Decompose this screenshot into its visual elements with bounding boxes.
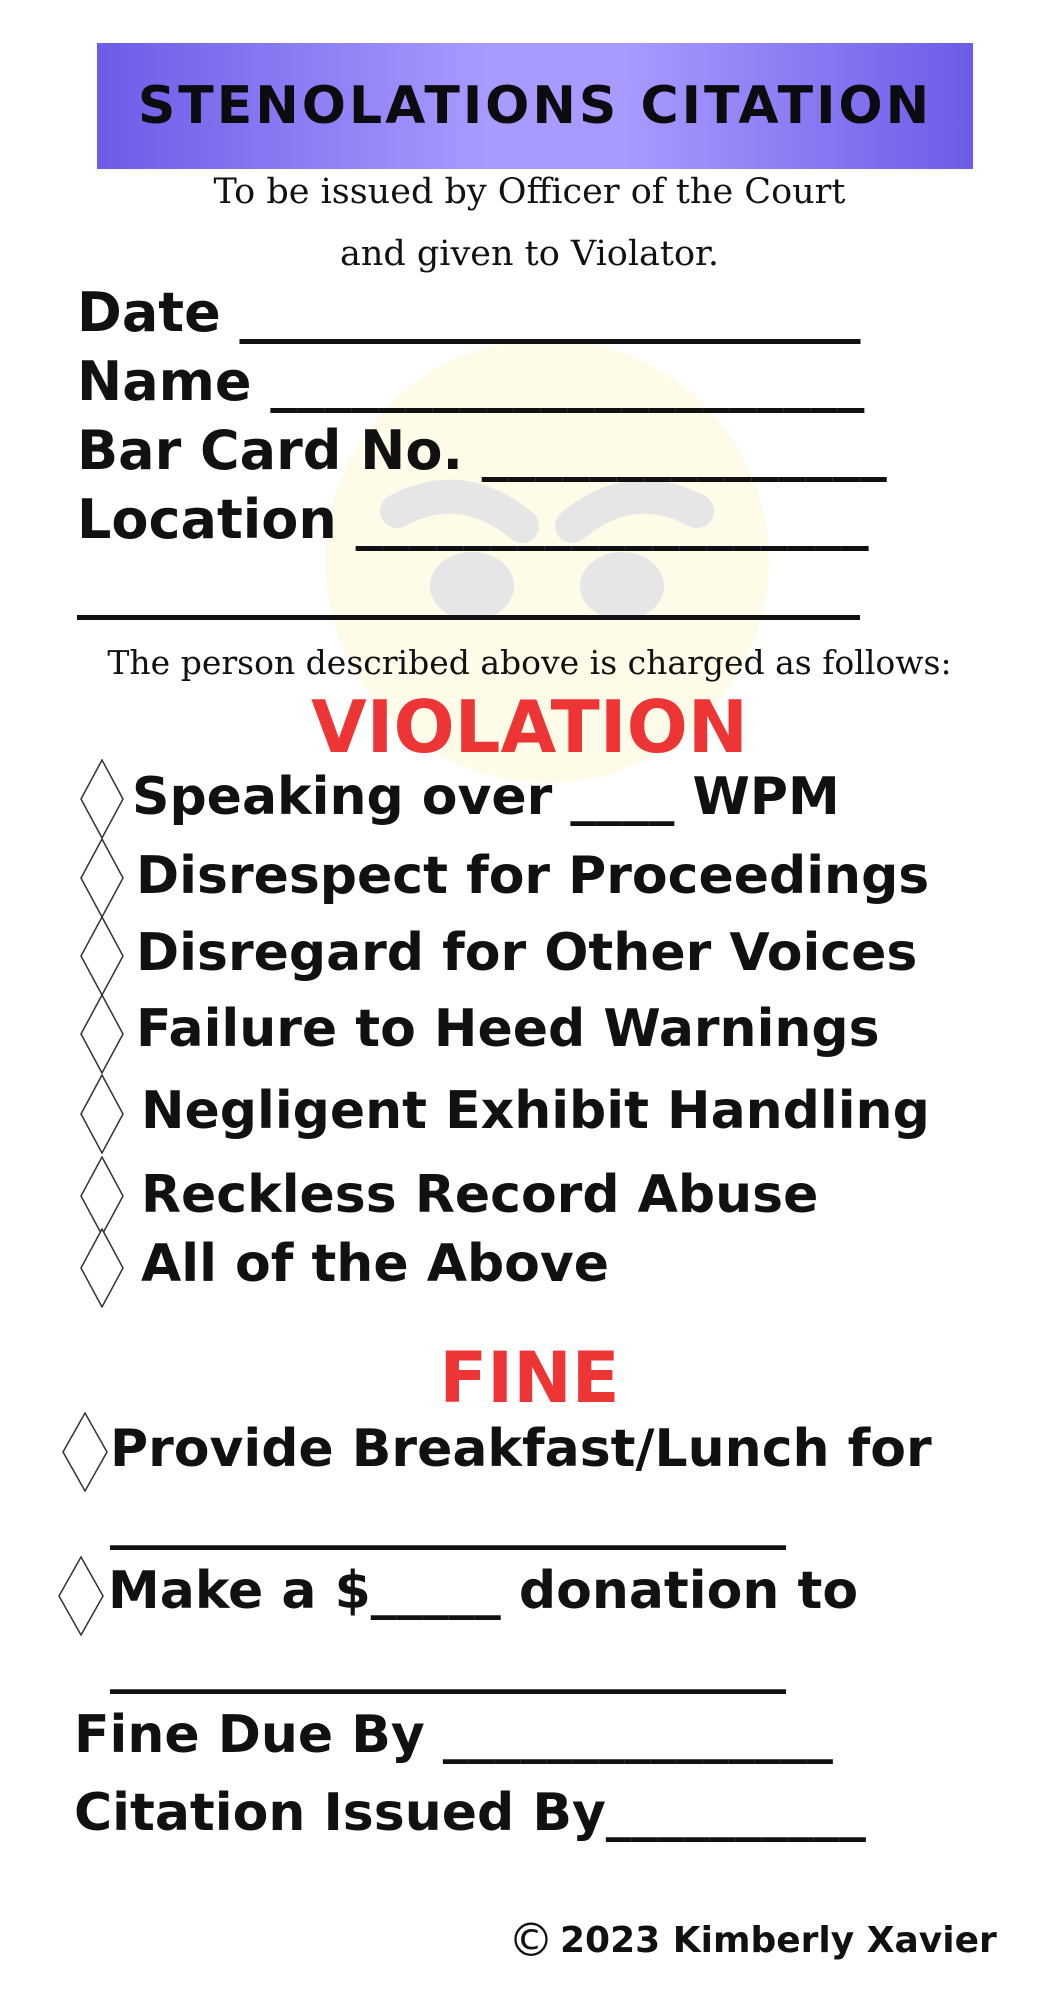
fine-checkbox-2[interactable] xyxy=(58,1556,104,1636)
violation-heading: VIOLATION xyxy=(310,685,749,769)
name-field[interactable]: Name ______________________ xyxy=(77,350,865,413)
extra-blank-line[interactable]: _____________________________ xyxy=(77,557,860,620)
copyright-text: 2023 Kimberly Xavier xyxy=(560,1919,997,1961)
violation-checkbox-3[interactable] xyxy=(80,916,124,996)
violation-item-4: Failure to Heed Warnings xyxy=(136,999,880,1059)
violation-item-5: Negligent Exhibit Handling xyxy=(141,1081,930,1141)
violation-checkbox-4[interactable] xyxy=(80,994,124,1074)
violation-item-3: Disregard for Other Voices xyxy=(136,923,918,983)
fine-option-1-blank[interactable]: __________________________ xyxy=(110,1491,786,1551)
date-field[interactable]: Date _______________________ xyxy=(77,281,861,344)
violation-checkbox-7[interactable] xyxy=(80,1228,124,1308)
violation-checkbox-1[interactable] xyxy=(80,759,124,839)
violation-item-6: Reckless Record Abuse xyxy=(141,1165,819,1225)
subtitle-line-2: and given to Violator. xyxy=(339,234,720,274)
violation-checkbox-5[interactable] xyxy=(80,1074,124,1154)
citation-issued-by-field[interactable]: Citation Issued By__________ xyxy=(74,1783,866,1843)
violation-item-7: All of the Above xyxy=(141,1234,610,1294)
violation-checkbox-6[interactable] xyxy=(80,1156,124,1236)
fine-heading: FINE xyxy=(439,1337,620,1419)
copyright-footer xyxy=(508,1912,997,1968)
location-field[interactable]: Location ___________________ xyxy=(77,488,869,551)
fine-option-2-blank[interactable]: __________________________ xyxy=(110,1635,786,1695)
page-title: STENOLATIONS CITATION xyxy=(137,76,933,136)
charge-statement: The person described above is charged as follows: xyxy=(107,643,952,682)
bar-card-field[interactable]: Bar Card No. _______________ xyxy=(77,419,887,482)
fine-option-2: Make a $_____ donation to xyxy=(108,1561,859,1621)
fine-due-by-field[interactable]: Fine Due By _______________ xyxy=(74,1705,833,1765)
title-banner xyxy=(97,43,973,169)
violation-item-1: Speaking over ____ WPM xyxy=(132,767,840,827)
subtitle-line-1: To be issued by Officer of the Court xyxy=(213,172,846,212)
fine-option-1: Provide Breakfast/Lunch for xyxy=(110,1419,932,1479)
copyright-icon: © xyxy=(508,1913,554,1967)
violation-checkbox-2[interactable] xyxy=(80,838,124,918)
fine-checkbox-1[interactable] xyxy=(62,1412,108,1492)
violation-item-2: Disrespect for Proceedings xyxy=(136,846,930,906)
